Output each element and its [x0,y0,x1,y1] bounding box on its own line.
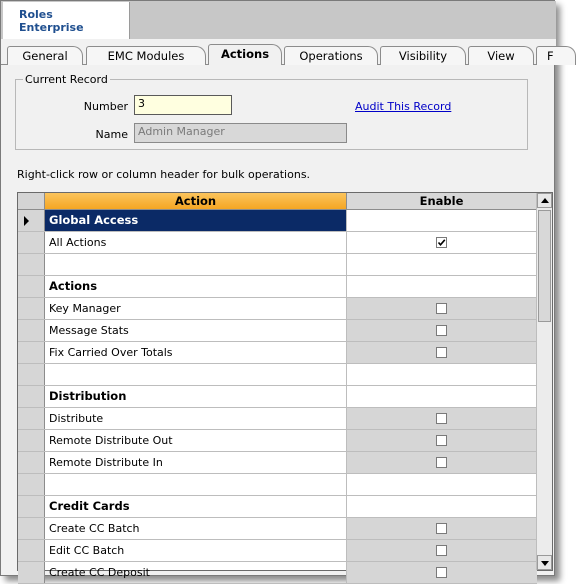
enable-cell[interactable] [347,430,537,451]
group-label: Distribution [45,386,347,407]
group-header-row[interactable] [18,276,537,298]
enable-column-header[interactable]: Enable [347,193,537,210]
document-tab-roles-enterprise[interactable] [3,2,130,39]
scroll-thumb[interactable] [538,210,551,322]
grid-corner-header[interactable] [18,193,45,210]
tab-general[interactable]: General [7,46,83,65]
current-row-arrow-icon [24,216,29,226]
enable-checkbox[interactable] [436,237,447,248]
enable-cell[interactable] [347,298,537,319]
enable-cell[interactable] [347,562,537,583]
table-row[interactable] [18,518,537,540]
action-name [45,474,347,495]
tab-overflow[interactable]: F [536,46,576,65]
action-name: Create CC Deposit [45,562,347,583]
arrow-down-icon [541,561,549,566]
enable-cell [347,254,537,275]
enable-cell[interactable] [347,518,537,539]
row-header[interactable] [18,474,45,495]
table-row[interactable] [18,540,537,562]
name-field: Admin Manager [134,123,347,143]
row-header[interactable] [18,298,45,319]
table-row[interactable] [18,320,537,342]
group-label: Credit Cards [45,496,347,517]
action-name [45,364,347,385]
enable-cell[interactable] [347,342,537,363]
action-name: Distribute [45,408,347,429]
blank-row[interactable] [18,474,537,496]
scroll-down-button[interactable] [537,555,552,570]
tab-visibility[interactable]: Visibility [380,46,466,65]
row-header[interactable] [18,452,45,473]
group-label: Actions [45,276,347,297]
table-row[interactable] [18,298,537,320]
row-header[interactable] [18,320,45,341]
number-field[interactable]: 3 [134,95,232,115]
enable-checkbox[interactable] [436,457,447,468]
action-name: Message Stats [45,320,347,341]
action-name: Remote Distribute In [45,452,347,473]
row-header[interactable] [18,540,45,561]
tab-actions[interactable]: Actions [208,44,282,65]
group-header-row[interactable] [18,210,537,232]
table-row[interactable] [18,562,537,584]
blank-row[interactable] [18,254,537,276]
blank-row[interactable] [18,364,537,386]
action-name: Edit CC Batch [45,540,347,561]
name-label: Name [95,128,128,141]
document-tab-title: Roles [19,8,53,21]
table-row[interactable] [18,430,537,452]
row-header[interactable] [18,364,45,385]
enable-checkbox[interactable] [436,413,447,424]
enable-cell [347,210,537,231]
enable-checkbox[interactable] [436,303,447,314]
group-header-row[interactable] [18,496,537,518]
action-column-header[interactable]: Action [45,193,347,210]
enable-cell [347,496,537,517]
grid-rows [18,210,537,584]
checkmark-icon [437,238,446,247]
row-header[interactable] [18,562,45,583]
enable-cell [347,276,537,297]
action-name: All Actions [45,232,347,253]
row-header[interactable] [18,232,45,253]
enable-cell[interactable] [347,540,537,561]
enable-checkbox[interactable] [436,545,447,556]
row-header[interactable] [18,342,45,363]
row-header[interactable] [18,408,45,429]
enable-cell [347,364,537,385]
row-header[interactable] [18,254,45,275]
table-row[interactable] [18,408,537,430]
enable-cell[interactable] [347,320,537,341]
tab-operations[interactable]: Operations [284,46,378,65]
enable-cell[interactable] [347,408,537,429]
table-row[interactable] [18,342,537,364]
tab-view[interactable]: View [468,46,534,65]
row-header[interactable] [18,210,45,231]
enable-checkbox[interactable] [436,567,447,578]
row-header[interactable] [18,276,45,297]
action-name [45,254,347,275]
action-name: Fix Carried Over Totals [45,342,347,363]
enable-checkbox[interactable] [436,347,447,358]
action-name: Create CC Batch [45,518,347,539]
audit-this-record-link[interactable]: Audit This Record [355,100,452,113]
vertical-scrollbar[interactable] [536,193,552,570]
row-header[interactable] [18,430,45,451]
row-header[interactable] [18,496,45,517]
arrow-up-icon [541,198,549,203]
table-row[interactable] [18,232,537,254]
enable-checkbox[interactable] [436,523,447,534]
actions-grid [17,192,553,579]
enable-cell[interactable] [347,452,537,473]
group-header-row[interactable] [18,386,537,408]
table-row[interactable] [18,452,537,474]
enable-cell [347,386,537,407]
scroll-up-button[interactable] [537,193,552,208]
enable-cell[interactable] [347,232,537,253]
number-label: Number [83,100,128,113]
action-name: Key Manager [45,298,347,319]
enable-checkbox[interactable] [436,325,447,336]
current-record-legend: Current Record [25,73,108,86]
enable-cell [347,474,537,495]
group-label: Global Access [45,210,347,231]
row-header[interactable] [18,518,45,539]
action-name: Remote Distribute Out [45,430,347,451]
row-header[interactable] [18,386,45,407]
bulk-operations-hint: Right-click row or column header for bulk operations. [17,168,311,181]
enable-checkbox[interactable] [436,435,447,446]
document-tab-subtitle: Enterprise [19,21,84,34]
tab-emc-modules[interactable]: EMC Modules [86,46,206,65]
